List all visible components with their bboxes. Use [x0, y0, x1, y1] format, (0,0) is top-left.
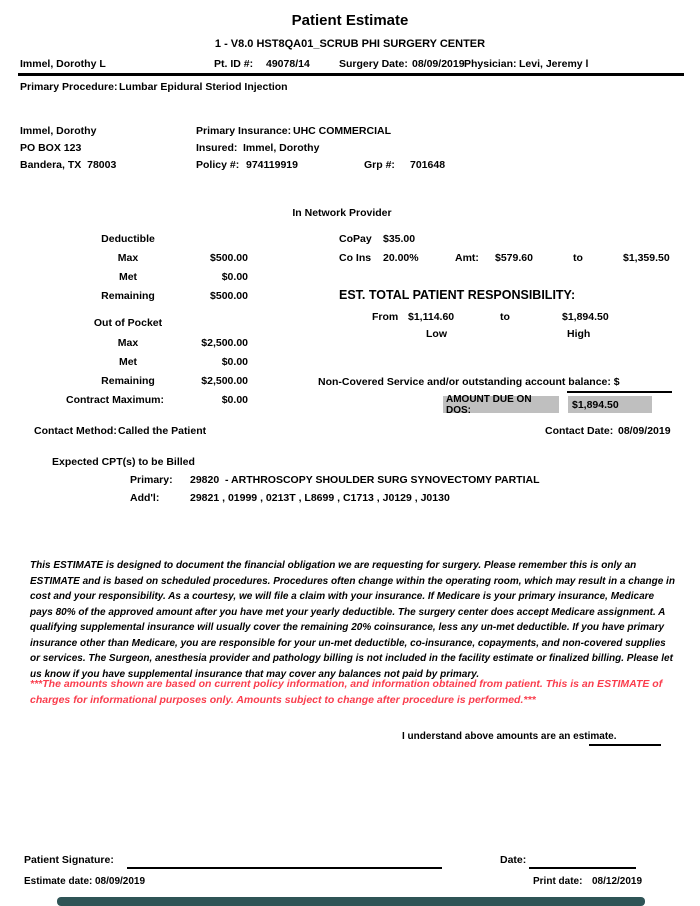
deductible-max-label: Max — [117, 252, 139, 264]
physician-label: Physician: — [464, 58, 517, 70]
est-from-label: From — [372, 311, 399, 323]
patient-signature-label: Patient Signature: — [24, 854, 114, 866]
network-provider-heading: In Network Provider — [292, 207, 392, 219]
pt-id-label: Pt. ID #: — [214, 58, 254, 70]
oop-met-label: Met — [118, 356, 138, 368]
deductible-heading: Deductible — [101, 233, 155, 245]
facility-subtitle: 1 - V8.0 HST8QA01_SCRUB PHI SURGERY CENTER — [214, 38, 486, 50]
oop-met-value: $0.00 — [221, 356, 248, 368]
contact-method-label: Contact Method: — [34, 425, 117, 437]
header-rule — [18, 73, 684, 76]
est-to-label: to — [500, 311, 510, 323]
copay-label: CoPay — [339, 233, 372, 245]
copay-value: $35.00 — [383, 233, 416, 245]
estimate-date-value: 08/09/2019 — [95, 876, 146, 887]
insured-value: Immel, Dorothy — [243, 142, 320, 154]
patient-name: Immel, Dorothy L — [20, 58, 106, 70]
primary-procedure-value: Lumbar Epidural Steriod Injection — [119, 81, 288, 93]
estimate-date-label: Estimate date: — [24, 876, 93, 887]
signature-date-line — [529, 867, 636, 869]
out-of-pocket-heading: Out of Pocket — [93, 317, 163, 329]
contract-maximum-value: $0.00 — [221, 394, 248, 406]
deductible-met-label: Met — [118, 271, 138, 283]
contract-maximum-label: Contract Maximum: — [65, 394, 164, 406]
acknowledgement-line — [589, 744, 661, 746]
deductible-remaining-label: Remaining — [101, 290, 155, 302]
coins-amt-label: Amt: — [455, 252, 479, 264]
est-from-value: $1,114.60 — [408, 311, 455, 323]
deductible-max-value: $500.00 — [210, 252, 248, 264]
cpt-primary-label: Primary: — [130, 474, 173, 486]
patient-address-line2: PO BOX 123 — [20, 142, 82, 154]
patient-address-line3: Bandera, TX 78003 — [20, 159, 117, 171]
contact-date-label: Contact Date: — [545, 425, 614, 437]
coins-amt-low-value: $579.60 — [495, 252, 533, 264]
contact-date-value: 08/09/2019 — [618, 425, 671, 437]
est-high-caption: High — [567, 328, 591, 340]
physician-value: Levi, Jeremy l — [519, 58, 589, 70]
pt-id-value: 49078/14 — [266, 58, 310, 70]
amount-due-value-box — [568, 396, 652, 413]
oop-remaining-label: Remaining — [101, 375, 155, 387]
noncovered-balance-label: Non-Covered Service and/or outstanding account balance: $ — [318, 376, 620, 388]
deductible-remaining-value: $500.00 — [210, 290, 248, 302]
print-date-value: 08/12/2019 — [592, 876, 643, 887]
patient-address-line1: Immel, Dorothy — [20, 125, 97, 137]
primary-insurance-value: UHC COMMERCIAL — [293, 125, 391, 137]
noncovered-balance-line — [567, 391, 672, 393]
surgery-date-value: 08/09/2019 — [412, 58, 465, 70]
contact-method-value: Called the Patient — [118, 425, 207, 437]
cpt-heading: Expected CPT(s) to be Billed — [52, 456, 195, 468]
page-title: Patient Estimate — [291, 12, 409, 29]
cpt-primary-value: 29820 - ARTHROSCOPY SHOULDER SURG SYNOVECTOMY PARTIAL — [190, 474, 540, 486]
print-date-label: Print date: — [533, 876, 583, 887]
primary-procedure-label: Primary Procedure: — [20, 81, 118, 93]
acknowledgement-text: I understand above amounts are an estimate. — [402, 731, 617, 742]
group-label: Grp #: — [364, 159, 395, 171]
patient-signature-line — [127, 867, 442, 869]
coins-label: Co Ins — [339, 252, 372, 264]
disclaimer-paragraph: This ESTIMATE is designed to document the financial obligation we are requesting for surgery. Please remember this is only an ESTIMATE and is based on scheduled procedures. Procedures often change within the operating room, which may result in a change in cost and your responsibility. As a courtesy, we will file a claim with your insurance. If Medicare is your primary insurance, Medicare pays 80% of the approved amount after you have met your yearly deductible. The surgery center does accept Medicare assignment. A qualifying supplemental insurance will usually cover the remaining 20% coinsurance, less any un-met deductible. If you have primary insurance other than Medicare, you are responsible for your un-met deductible, co-insurance, copayments, and non-covered supplies or services. The Surgeon, anesthesia provider and pathology billing is not included in the facility estimate or finalized billing. Please let us know if you have supplemental insurance that may cover any balances not paid by primary. — [30, 560, 675, 680]
oop-max-value: $2,500.00 — [201, 337, 248, 349]
surgery-date-label: Surgery Date: — [339, 58, 408, 70]
coins-to-label: to — [573, 252, 583, 264]
cpt-addl-value: 29821 , 01999 , 0213T , L8699 , C1713 , J0129 , J0130 — [190, 492, 450, 504]
oop-max-label: Max — [117, 337, 139, 349]
amount-due-label: AMOUNT DUE ON DOS: — [446, 393, 532, 416]
est-to-value: $1,894.50 — [562, 311, 609, 323]
oop-remaining-value: $2,500.00 — [201, 375, 248, 387]
primary-insurance-label: Primary Insurance: — [196, 125, 292, 137]
signature-date-label: Date: — [500, 854, 527, 866]
cpt-addl-label: Add'l: — [130, 492, 160, 504]
deductible-met-value: $0.00 — [221, 271, 248, 283]
group-value: 701648 — [410, 159, 446, 171]
est-low-caption: Low — [426, 328, 447, 340]
coins-value: 20.00% — [383, 252, 419, 264]
est-total-heading: EST. TOTAL PATIENT RESPONSIBILITY: — [339, 288, 576, 302]
insured-label: Insured: — [196, 142, 238, 154]
amount-due-value: $1,894.50 — [572, 398, 619, 411]
horizontal-scrollbar[interactable] — [57, 897, 645, 906]
coins-amt-high-value: $1,359.50 — [623, 252, 670, 264]
policy-label: Policy #: — [196, 159, 240, 171]
estimate-notice-red: ***The amounts shown are based on current policy information, and information obtained from patient. This is an ESTIMATE of charges for informational purposes only. Amounts subject to change after procedure is performed.*** — [30, 678, 663, 706]
amount-due-label-box — [443, 393, 559, 416]
policy-value: 974119919 — [246, 159, 298, 171]
